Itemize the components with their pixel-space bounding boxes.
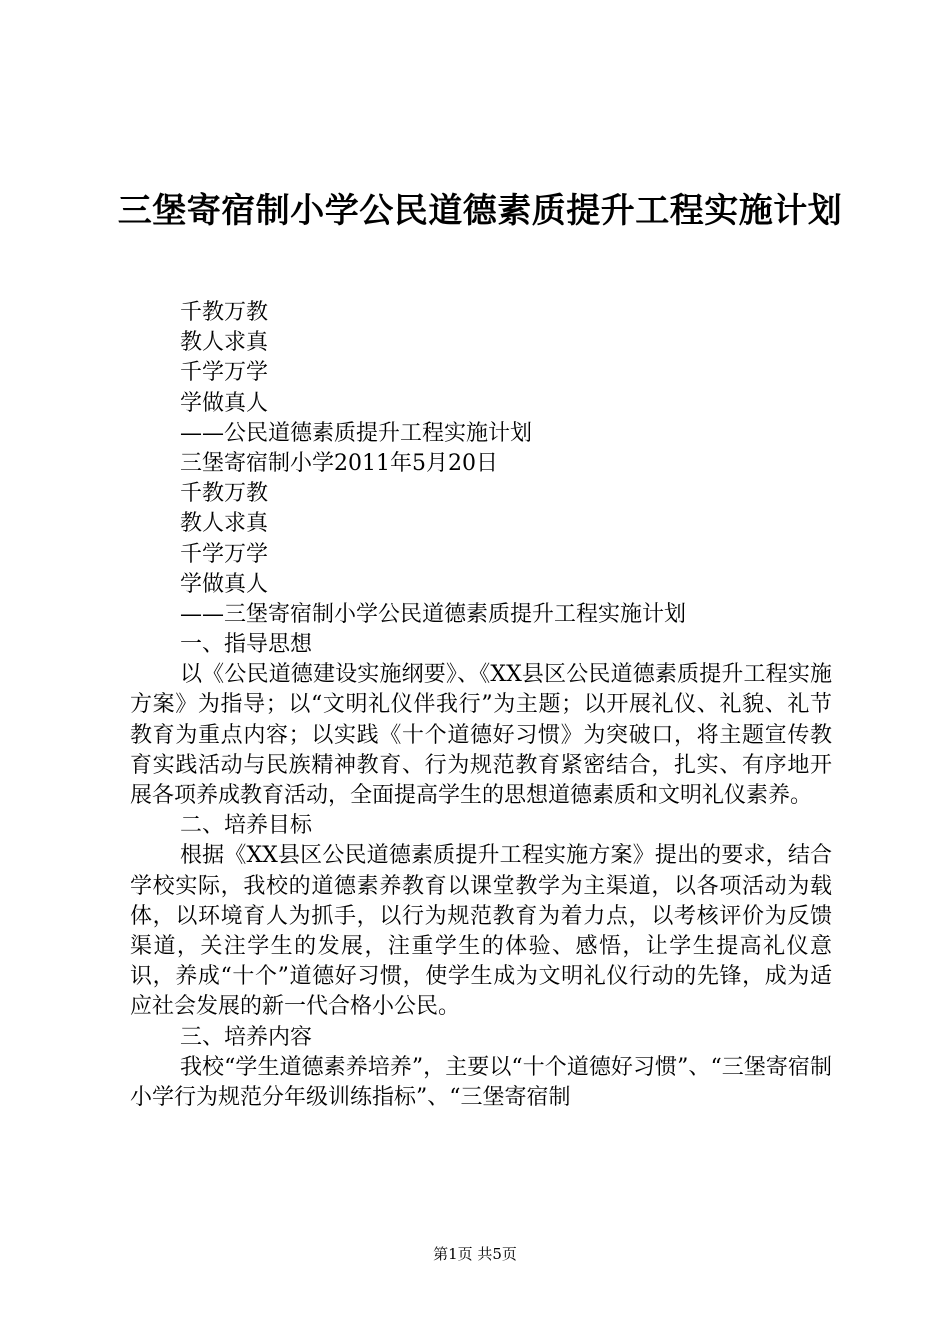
text-line: 千教万教 <box>180 300 269 325</box>
page-footer: 第1页 共5页 <box>433 1245 517 1263</box>
text-line: 学做真人 <box>180 571 269 597</box>
text-line: 千学万学 <box>180 360 269 386</box>
section-heading: 二、培养目标 <box>180 813 313 839</box>
text-line: 学做真人 <box>180 390 269 416</box>
section-heading: 三、培养内容 <box>180 1024 313 1050</box>
subtitle-line: ——三堡寄宿制小学公民道德素质提升工程实施计划 <box>180 601 687 627</box>
text-line: 教人求真 <box>180 330 269 356</box>
paragraph: 我校“学生道德素养培养”，主要以“十个道德好习惯”、“三堡寄宿制小学行为规范分年级训练指标”、“三堡寄宿制 <box>130 1054 832 1111</box>
text-line: 千学万学 <box>180 541 269 567</box>
page-title: 三堡寄宿制小学公民道德素质提升工程实施计划 <box>117 191 843 231</box>
section-heading: 一、指导思想 <box>180 632 313 658</box>
document-body <box>130 298 832 1113</box>
author-date-line: 三堡寄宿制小学2011年5月20日 <box>180 450 498 476</box>
text-line: 教人求真 <box>180 511 269 537</box>
paragraph: 以《公民道德建设实施纲要》、《XX县区公民道德素质提升工程实施方案》为指导；以“文明礼仪伴我行”为主题；以开展礼仪、礼貌、礼节教育为重点内容；以实践《十个道德好习惯》为突破口，将主题宣传教育实践活动与民族精神教育、行为规范教育紧密结合，扎实、有序地开展各项养成教育活动，全面提高学生的思想道德素质和文明礼仪素养。 <box>130 662 832 809</box>
text-line: 千教万教 <box>180 481 269 507</box>
paragraph: 根据《XX县区公民道德素质提升工程实施方案》提出的要求，结合学校实际，我校的道德素养教育以课堂教学为主渠道，以各项活动为载体，以环境育人为抓手，以行为规范教育为着力点，以考核评价为反馈渠道，关注学生的发展，注重学生的体验、感悟，让学生提高礼仪意识，养成“十个”道德好习惯，使学生成为文明礼仪行动的先锋，成为适应社会发展的新一代合格小公民。 <box>130 843 832 1020</box>
subtitle-line: ——公民道德素质提升工程实施计划 <box>180 420 533 446</box>
